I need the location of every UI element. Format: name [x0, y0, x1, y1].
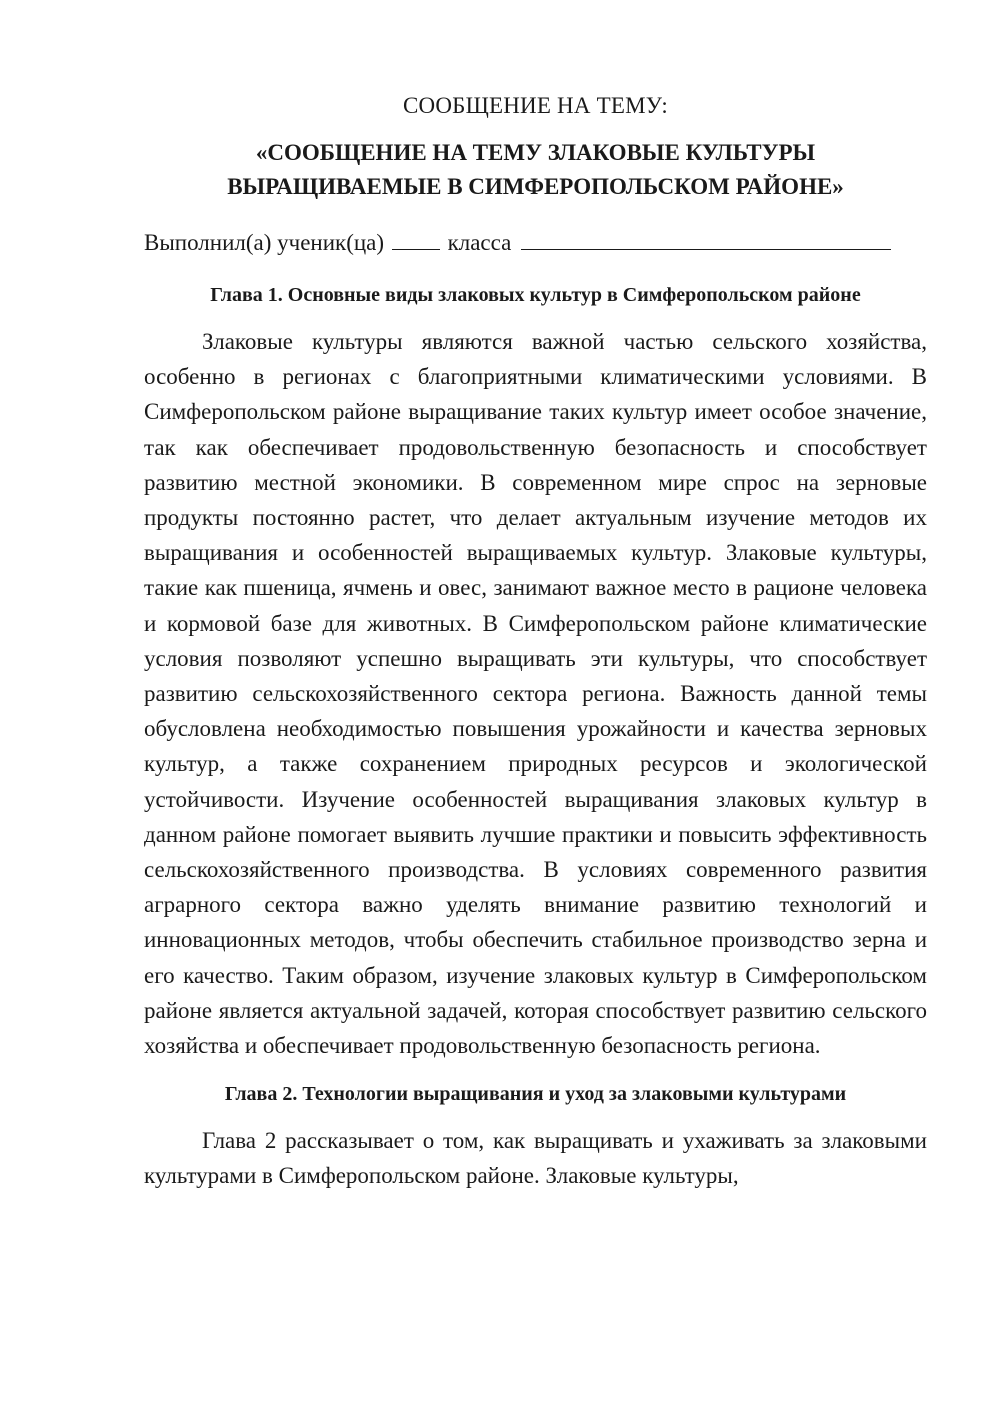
chapter-1-heading: Глава 1. Основные виды злаковых культур в Симферопольском районе: [210, 284, 861, 306]
student-name-blank-field[interactable]: [521, 227, 891, 250]
document-title: [144, 136, 927, 204]
chapter-2-heading: Глава 2. Технологии выращивания и уход за злаковыми культурами: [224, 1083, 847, 1106]
chapter-2-paragraph: Глава 2 рассказывает о том, как выращивать и ухаживать за злаковыми культурами в Симферопольском районе. Злаковые культуры,: [144, 1128, 927, 1189]
class-word: класса: [447, 230, 512, 255]
grade-blank-field[interactable]: [392, 227, 440, 250]
document-title-line-2: ВЫРАЩИВАЕМЫЕ В СИМФЕРОПОЛЬСКОМ РАЙОНЕ»: [227, 174, 844, 199]
document-label: СООБЩЕНИЕ НА ТЕМУ:: [403, 93, 668, 118]
author-line: [144, 226, 927, 260]
chapter-1-paragraph: Злаковые культуры являются важной частью сельского хозяйства, особенно в регионах с благоприятными климатическими условиями. В Симферопольском районе выращивание таких культур имеет особое значение, так как обеспечивает продовольственную безопасность и способствует развитию местной экономики. В современном мире спрос на зерновые продукты постоянно растет, что делает актуальным изучение методов их выращивания и особенностей выращиваемых культур. Злаковые культуры, такие как пшеница, ячмень и овес, занимают важное место в рационе человека и кормовой базе для животных. В Симферопольском районе климатические условия позволяют успешно выращивать эти культуры, что способствует развитию сельскохозяйственного сектора региона. Важность данной темы обусловлена необходимостью повышения урожайности и качества зерновых культур, а также сохранением природных ресурсов и экологической устойчивости. Изучение особенностей выращивания злаковых культур в данном районе помогает выявить лучшие практики и повысить эффективность сельскохозяйственного производства. В условиях современного развития аграрного сектора важно уделять внимание развитию технологий и инновационных методов, чтобы обеспечить стабильное производство зерна и его качество. Таким образом, изучение злаковых культур в Симферопольском районе является актуальной задачей, которая способствует развитию сельского хозяйства и обеспечивает продовольственную безопасность региона.: [144, 329, 927, 1059]
author-prefix: Выполнил(а) ученик(ца): [144, 230, 385, 255]
document-page: [144, 90, 927, 1208]
document-title-line-1: «СООБЩЕНИЕ НА ТЕМУ ЗЛАКОВЫЕ КУЛЬТУРЫ: [255, 140, 816, 165]
